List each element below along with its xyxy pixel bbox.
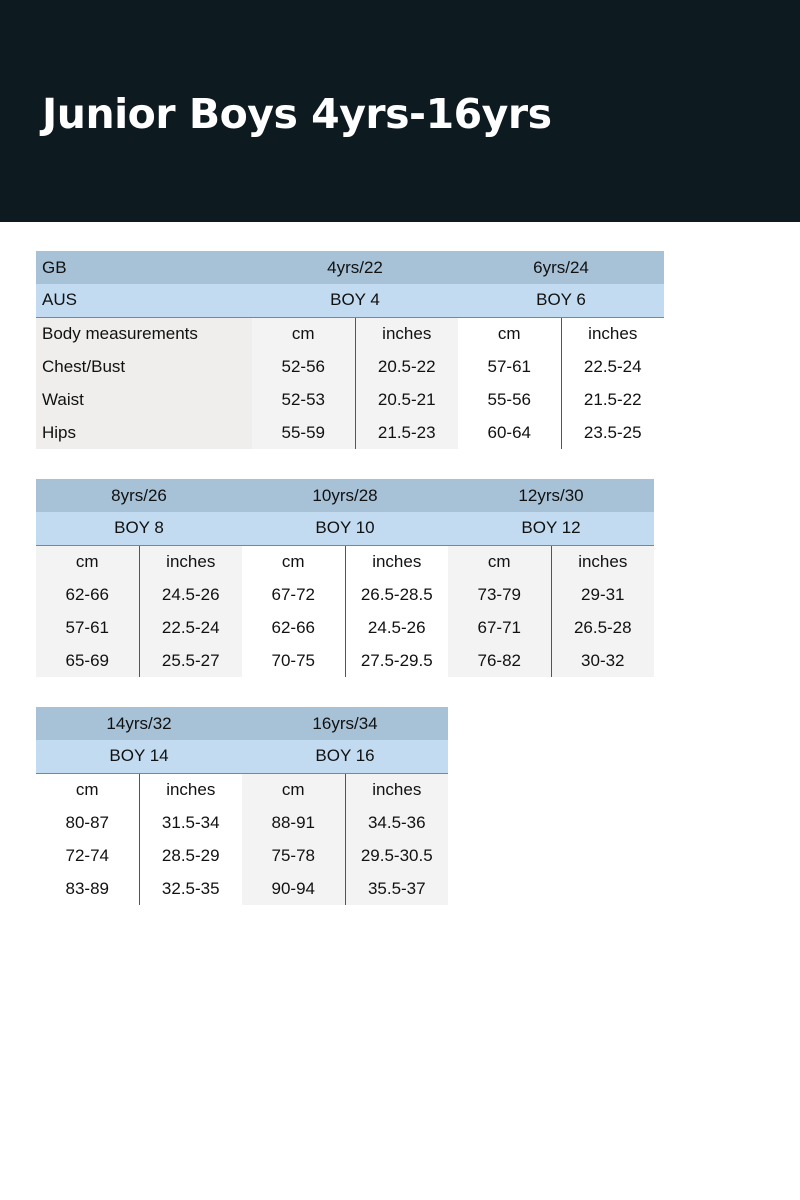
gb-size: 10yrs/28 [242, 479, 448, 512]
gb-size-row [36, 251, 664, 284]
table-row [36, 611, 654, 644]
row-label: Waist [36, 383, 252, 416]
measurement-cell: 23.5-25 [561, 416, 664, 449]
measurement-cell: 35.5-37 [345, 872, 448, 905]
measurement-cell: 57-61 [458, 350, 561, 383]
gb-size: 8yrs/26 [36, 479, 242, 512]
aus-size: BOY 6 [458, 284, 664, 317]
aus-size-row [36, 740, 448, 773]
table-row [36, 383, 664, 416]
measurement-cell: 31.5-34 [139, 806, 242, 839]
unit-cm: cm [252, 317, 355, 350]
measurement-cell: 25.5-27 [139, 644, 242, 677]
measurement-cell: 24.5-26 [345, 611, 448, 644]
gb-size-row [36, 707, 448, 740]
unit-row [36, 545, 654, 578]
measurement-cell: 60-64 [458, 416, 561, 449]
table-row [36, 872, 448, 905]
measurement-cell: 22.5-24 [139, 611, 242, 644]
measurement-cell: 24.5-26 [139, 578, 242, 611]
measurement-cell: 65-69 [36, 644, 139, 677]
gb-size: 4yrs/22 [252, 251, 458, 284]
unit-inches: inches [561, 317, 664, 350]
measurement-cell: 21.5-22 [561, 383, 664, 416]
row-label: Hips [36, 416, 252, 449]
unit-inches: inches [355, 317, 458, 350]
measurement-cell: 90-94 [242, 872, 345, 905]
unit-cm: cm [242, 773, 345, 806]
measurement-cell: 52-53 [252, 383, 355, 416]
table-row [36, 839, 448, 872]
measurement-cell: 34.5-36 [345, 806, 448, 839]
unit-cm: cm [448, 545, 551, 578]
aus-label: AUS [36, 284, 252, 317]
aus-size: BOY 12 [448, 512, 654, 545]
gb-size: 12yrs/30 [448, 479, 654, 512]
table-row [36, 578, 654, 611]
measurement-cell: 22.5-24 [561, 350, 664, 383]
measurement-cell: 76-82 [448, 644, 551, 677]
measurement-cell: 83-89 [36, 872, 139, 905]
measurement-cell: 55-56 [458, 383, 561, 416]
aus-size: BOY 14 [36, 740, 242, 773]
measurement-cell: 62-66 [36, 578, 139, 611]
unit-cm: cm [458, 317, 561, 350]
aus-size-row [36, 512, 654, 545]
page-title: Junior Boys 4yrs-16yrs [42, 90, 552, 138]
measurement-cell: 27.5-29.5 [345, 644, 448, 677]
aus-size-row [36, 284, 664, 317]
body-measurements-label: Body measurements [36, 317, 252, 350]
page-header [0, 0, 800, 222]
unit-cm: cm [36, 773, 139, 806]
measurement-cell: 21.5-23 [355, 416, 458, 449]
aus-size: BOY 8 [36, 512, 242, 545]
measurement-cell: 55-59 [252, 416, 355, 449]
measurement-cell: 88-91 [242, 806, 345, 839]
aus-size: BOY 4 [252, 284, 458, 317]
measurement-cell: 62-66 [242, 611, 345, 644]
gb-size: 6yrs/24 [458, 251, 664, 284]
measurement-cell: 20.5-21 [355, 383, 458, 416]
measurement-cell: 20.5-22 [355, 350, 458, 383]
unit-row [36, 317, 664, 350]
unit-cm: cm [242, 545, 345, 578]
measurement-cell: 26.5-28 [551, 611, 654, 644]
measurement-cell: 32.5-35 [139, 872, 242, 905]
measurement-cell: 57-61 [36, 611, 139, 644]
measurement-cell: 52-56 [252, 350, 355, 383]
measurement-cell: 73-79 [448, 578, 551, 611]
unit-inches: inches [345, 545, 448, 578]
measurement-cell: 30-32 [551, 644, 654, 677]
measurement-cell: 67-71 [448, 611, 551, 644]
gb-size: 16yrs/34 [242, 707, 448, 740]
size-table-1 [36, 251, 664, 449]
measurement-cell: 29-31 [551, 578, 654, 611]
unit-inches: inches [139, 545, 242, 578]
table-row [36, 416, 664, 449]
measurement-cell: 75-78 [242, 839, 345, 872]
gb-size: 14yrs/32 [36, 707, 242, 740]
size-table-3 [36, 707, 448, 905]
gb-label: GB [36, 251, 252, 284]
table-row [36, 806, 448, 839]
unit-row [36, 773, 448, 806]
measurement-cell: 29.5-30.5 [345, 839, 448, 872]
measurement-cell: 80-87 [36, 806, 139, 839]
table-row [36, 350, 664, 383]
unit-inches: inches [139, 773, 242, 806]
unit-cm: cm [36, 545, 139, 578]
size-table-2 [36, 479, 654, 677]
table-row [36, 644, 654, 677]
measurement-cell: 26.5-28.5 [345, 578, 448, 611]
measurement-cell: 28.5-29 [139, 839, 242, 872]
aus-size: BOY 10 [242, 512, 448, 545]
unit-inches: inches [345, 773, 448, 806]
unit-inches: inches [551, 545, 654, 578]
gb-size-row [36, 479, 654, 512]
measurement-cell: 72-74 [36, 839, 139, 872]
measurement-cell: 70-75 [242, 644, 345, 677]
aus-size: BOY 16 [242, 740, 448, 773]
row-label: Chest/Bust [36, 350, 252, 383]
measurement-cell: 67-72 [242, 578, 345, 611]
